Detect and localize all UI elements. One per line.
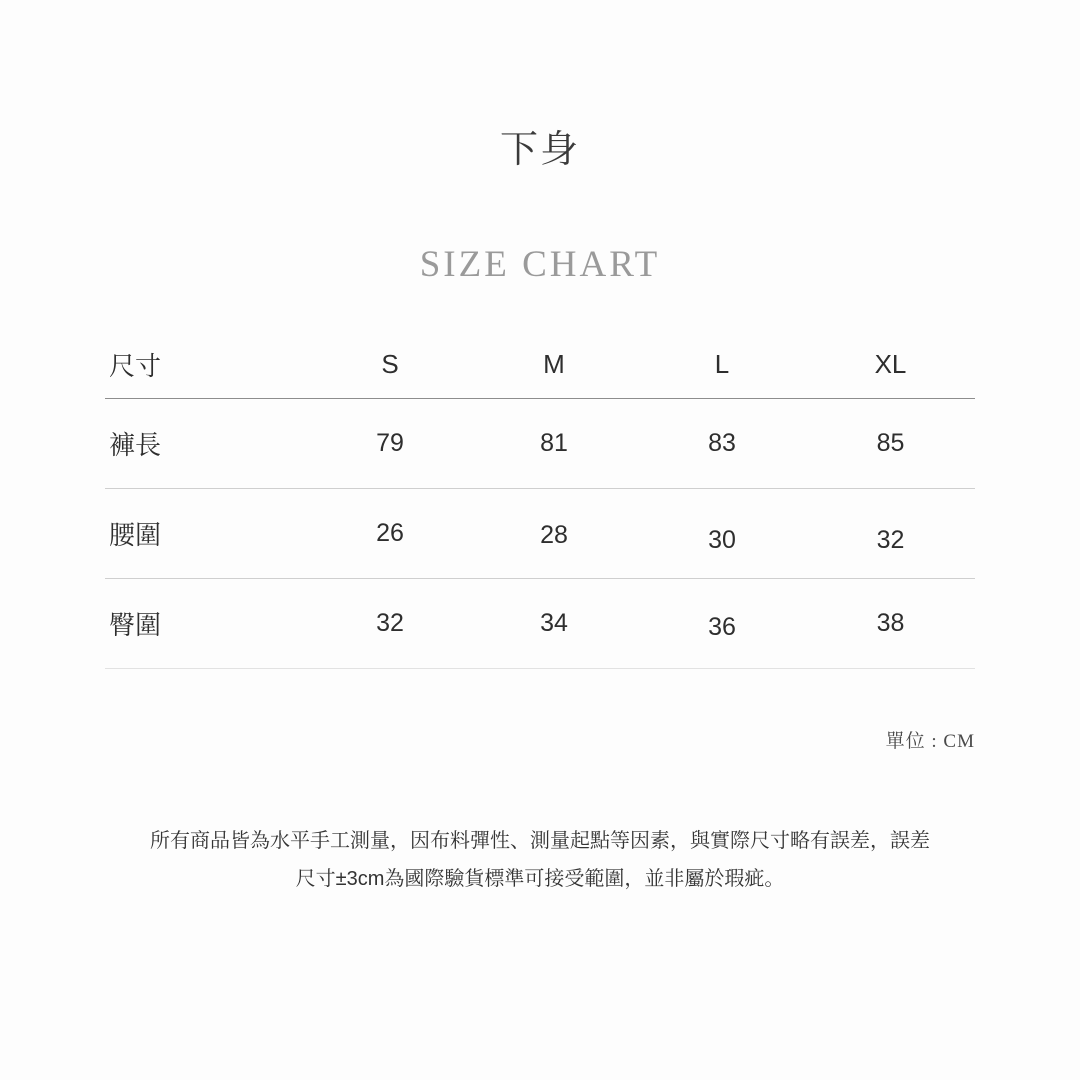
table-body bbox=[105, 399, 975, 669]
cell-waist-xl: 32 bbox=[806, 496, 975, 586]
row-label-hip: 臀圍 bbox=[105, 579, 310, 669]
cell-length-s: 79 bbox=[310, 399, 470, 489]
cell-length-xl: 85 bbox=[806, 399, 975, 489]
cell-hip-m: 34 bbox=[470, 579, 638, 669]
table-header bbox=[105, 330, 975, 399]
row-label-waist: 腰圍 bbox=[105, 489, 310, 579]
unit-label: 單位 : CM bbox=[885, 731, 975, 752]
cell-waist-s: 26 bbox=[310, 489, 470, 579]
page-subtitle: SIZE CHART bbox=[419, 244, 661, 285]
cell-hip-xl: 38 bbox=[806, 579, 975, 669]
cell-hip-l: 36 bbox=[638, 583, 806, 673]
cell-length-m: 81 bbox=[470, 399, 638, 489]
column-header-m: M bbox=[543, 348, 565, 379]
table-header-row bbox=[105, 330, 975, 399]
column-header-l: L bbox=[714, 348, 730, 379]
cell-hip-s: 32 bbox=[310, 579, 470, 669]
measurement-disclaimer: 所有商品皆為水平手工測量，因布料彈性、測量起點等因素，與實際尺寸略有誤差，誤差尺寸±3cm為國際驗貨標準可接受範圍，並非屬於瑕疵。 bbox=[150, 830, 930, 890]
column-header-xl: XL bbox=[874, 348, 907, 379]
page-title: 下身 bbox=[499, 129, 580, 171]
column-header-measure: 尺寸 bbox=[109, 350, 162, 381]
table-row bbox=[105, 399, 975, 489]
cell-waist-m: 28 bbox=[470, 491, 638, 581]
table-row bbox=[105, 579, 975, 669]
cell-length-l: 83 bbox=[638, 399, 806, 489]
size-chart-table bbox=[105, 330, 975, 669]
row-label-length: 褲長 bbox=[105, 399, 310, 489]
table-row bbox=[105, 489, 975, 579]
size-table-container bbox=[105, 330, 975, 669]
cell-waist-l: 30 bbox=[638, 496, 806, 586]
column-header-s: S bbox=[381, 348, 399, 379]
